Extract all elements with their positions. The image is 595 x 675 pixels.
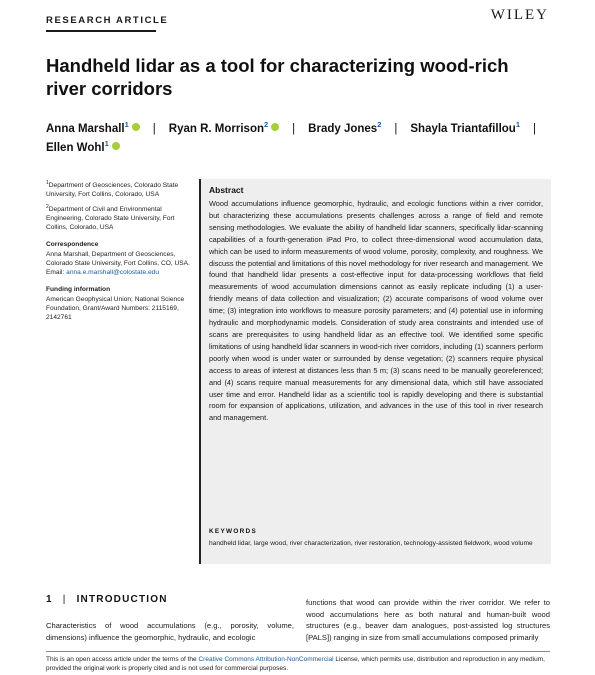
keywords-heading: KEYWORDS xyxy=(209,528,258,535)
author-affiliation-number: 2 xyxy=(264,120,269,130)
section-title: INTRODUCTION xyxy=(76,594,168,605)
author-affiliation-number: 1 xyxy=(124,120,129,130)
body-text-left-column: Characteristics of wood accumulations (e.g., porosity, volume, dimensions) influence the geomorphic, hydraulic, and ecologic xyxy=(46,621,294,642)
author[interactable] xyxy=(168,120,279,135)
license-link[interactable]: Creative Commons Attribution-NonCommercial xyxy=(198,656,334,663)
affiliation-number: 1 xyxy=(46,180,49,186)
author[interactable] xyxy=(46,120,140,135)
article-type-rule xyxy=(46,30,156,32)
publisher-logo: WILEY xyxy=(490,7,549,23)
email-label: Email: xyxy=(46,269,67,277)
author-affiliation-number: 1 xyxy=(515,120,520,130)
author[interactable] xyxy=(308,120,382,135)
author-list xyxy=(46,120,556,158)
author-name: Anna Marshall xyxy=(46,123,125,135)
author-separator: | xyxy=(152,123,156,135)
license-text-end: License, which permits use, distribution and reproduction in any medium, provided the original work is properly cited and is not used for commercial purposes. xyxy=(46,656,545,672)
author[interactable] xyxy=(410,120,520,135)
email-link[interactable]: anna.e.marshall@colostate.edu xyxy=(66,269,159,277)
author-affiliation-number: 2 xyxy=(377,120,382,130)
orcid-icon[interactable] xyxy=(271,123,279,131)
author-name: Shayla Triantafillou xyxy=(410,123,516,135)
author-separator: | xyxy=(394,123,398,135)
section-number: 1 xyxy=(46,594,53,605)
author[interactable] xyxy=(46,139,120,154)
abstract-heading: Abstract xyxy=(209,185,244,195)
correspondence-text: Anna Marshall, Department of Geosciences, Colorado State University, Fort Collins, CO, USA. xyxy=(46,251,190,268)
article-info-sidebar xyxy=(46,179,192,326)
correspondence-block xyxy=(46,250,192,277)
abstract-text: Wood accumulations influence geomorphic, hydraulic, and ecologic functions within a river corridor, but characterizing these accumulations presents challenges across a range of field and remote sensing methodologies. We evaluate the ability of handheld lidar scanners, specifically lidar-scanning capabilities of a fourth-generation iPad Pro, to collect three-dimensional wood accumulation data, which can be used to inform measurements of wood volume, porosity, complexity, and roughness. We discuss the potential and limitations of this novel methodology for river research and management. We found that handheld lidar presents a cost-effective input for data-processing workflows that field measurements of wood accumulation dimensions cannot as easily replicate including (1) a user-friendly means of data collection and visualization; (2) accurate comparisons of wood volume over time; (3) integration into workflows to measure porosity parameters; and (4) potential use in informing hydraulic and morphodynamic models. Consideration of study area constraints and intended use of scans are prerequisites to using handheld lidar as an effective tool. We identified some specific limitations of using handheld lidar scanners in wood-rich river corridors, including (1) scanners perform poorly when wood is under water or surrounded by dense vegetation; (2) scanners require physical access to areas of interest at distances less than 5 m; (3) scans need to be manually georeferenced; and (4) scans require manual measurements for any dimensional data, which still have associated user time and error. Handheld lidar as a scientific tool is rapidly developing and there is substantial room for expansion of applications, utilization, and advances in the use of this tool in river research and management. xyxy=(209,199,543,423)
author-separator: | xyxy=(292,123,296,135)
author-separator: | xyxy=(533,123,536,135)
affiliation-number: 2 xyxy=(46,204,49,211)
section-heading xyxy=(46,594,168,605)
keywords-text: handheld lidar, large wood, river characterization, river restoration, technology-assisted fieldwork, wood volume xyxy=(209,540,533,547)
license-footer xyxy=(46,655,556,673)
orcid-icon[interactable] xyxy=(132,123,140,131)
license-text-start: This is an open access article under the terms of the xyxy=(46,656,199,663)
orcid-icon[interactable] xyxy=(112,142,120,150)
funding-heading: Funding information xyxy=(46,286,111,294)
affiliation xyxy=(46,179,192,199)
correspondence-heading: Correspondence xyxy=(46,241,99,249)
affiliation-text: Department of Geosciences, Colorado State University, Fort Collins, Colorado, USA xyxy=(46,182,179,199)
author-name: Brady Jones xyxy=(308,123,378,135)
author-affiliation-number: 1 xyxy=(104,139,109,149)
author-name: Ellen Wohl xyxy=(46,142,105,154)
section-separator: | xyxy=(62,594,67,605)
affiliation xyxy=(46,203,192,232)
article-type-label: RESEARCH ARTICLE xyxy=(46,15,169,26)
author-name: Ryan R. Morrison xyxy=(168,123,264,135)
footer-divider xyxy=(46,651,550,652)
funding-text: American Geophysical Union; National Science Foundation, Grant/Award Numbers: 2115169, 2142761 xyxy=(46,296,185,322)
affiliation-text: Department of Civil and Environmental Engineering, Colorado State University, Fort Collins, Colorado, USA xyxy=(46,206,175,232)
paper-title: Handheld lidar as a tool for characterizing wood-rich river corridors xyxy=(46,55,509,99)
body-text-right-column: functions that wood can provide within the river corridor. We refer to wood accumulations here as both natural and human-built wood structures (e.g., beaver dam analogues, post-assisted log structures [PALS]) ranging in size from small accumulations composed primarily xyxy=(306,598,550,642)
